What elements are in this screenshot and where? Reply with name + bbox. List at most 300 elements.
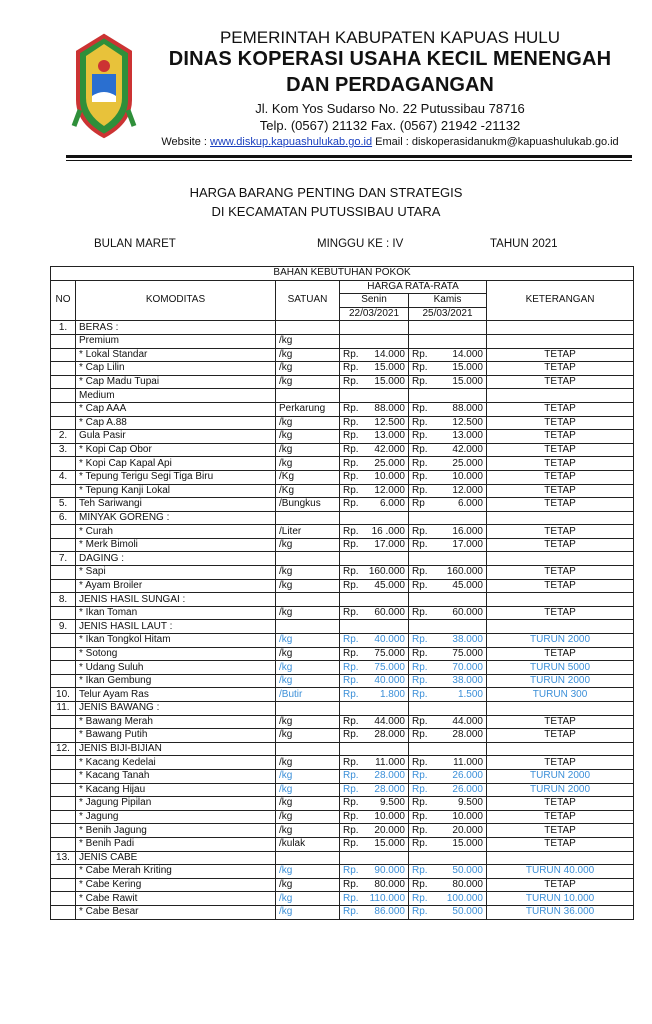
- header-date-1: 22/03/2021: [340, 307, 409, 321]
- price-monday: [340, 348, 409, 362]
- table-row: [51, 729, 634, 743]
- price-thursday: [409, 538, 487, 552]
- price-monday: [340, 647, 409, 661]
- price-value: 9.500: [457, 797, 483, 809]
- table-row: [51, 661, 634, 675]
- table-row: [51, 783, 634, 797]
- row-number: [51, 892, 76, 906]
- remark: TURUN 36.000: [487, 905, 634, 919]
- price-value: 44.000: [452, 715, 483, 727]
- commodity-name: * Ikan Gembung: [76, 674, 276, 688]
- unit: /kg: [276, 878, 340, 892]
- row-number: [51, 797, 76, 811]
- price-thursday: [409, 484, 487, 498]
- price-value: 40.000: [374, 675, 405, 687]
- commodity-name: Medium: [76, 389, 276, 403]
- remark: TURUN 10.000: [487, 892, 634, 906]
- price-thursday: [409, 620, 487, 634]
- table-row: [51, 416, 634, 430]
- currency-label: Rp.: [343, 484, 359, 496]
- row-number: [51, 579, 76, 593]
- price-thursday: [409, 742, 487, 756]
- price-value: 10.000: [452, 811, 483, 823]
- unit: /kg: [276, 769, 340, 783]
- price-thursday: [409, 511, 487, 525]
- table-row: [51, 851, 634, 865]
- row-number: [51, 824, 76, 838]
- unit: /Liter: [276, 525, 340, 539]
- row-number: [51, 416, 76, 430]
- unit: /kg: [276, 579, 340, 593]
- currency-label: Rp.: [412, 634, 428, 646]
- commodity-name: * Benih Padi: [76, 837, 276, 851]
- price-thursday: [409, 647, 487, 661]
- price-thursday: [409, 702, 487, 716]
- price-value: 13.000: [374, 430, 405, 442]
- currency-label: Rp.: [412, 865, 428, 877]
- currency-label: Rp.: [412, 729, 428, 741]
- currency-label: Rp.: [343, 783, 359, 795]
- remark: [487, 321, 634, 335]
- remark: TETAP: [487, 525, 634, 539]
- currency-label: Rp.: [412, 824, 428, 836]
- unit: [276, 851, 340, 865]
- commodity-name: JENIS HASIL LAUT :: [76, 620, 276, 634]
- unit: /kg: [276, 538, 340, 552]
- email-label: Email :: [375, 136, 409, 148]
- remark: [487, 593, 634, 607]
- price-value: 88.000: [374, 403, 405, 415]
- table-row: [51, 865, 634, 879]
- price-monday: [340, 443, 409, 457]
- price-monday: [340, 525, 409, 539]
- price-value: 75.000: [374, 647, 405, 659]
- row-number: [51, 634, 76, 648]
- commodity-name: * Kacang Tanah: [76, 769, 276, 783]
- price-monday: [340, 579, 409, 593]
- row-number: 2.: [51, 430, 76, 444]
- price-value: 38.000: [452, 675, 483, 687]
- commodity-name: * Udang Suluh: [76, 661, 276, 675]
- table-row: [51, 375, 634, 389]
- price-thursday: [409, 837, 487, 851]
- price-monday: [340, 851, 409, 865]
- website-label: Website :: [161, 136, 207, 148]
- unit: /kg: [276, 334, 340, 348]
- currency-label: Rp.: [412, 811, 428, 823]
- price-value: 12.000: [374, 484, 405, 496]
- row-number: 8.: [51, 593, 76, 607]
- currency-label: Rp.: [412, 756, 428, 768]
- row-number: [51, 525, 76, 539]
- table-body: [51, 321, 634, 919]
- commodity-name: * Cabe Kering: [76, 878, 276, 892]
- price-thursday: [409, 566, 487, 580]
- table-row: [51, 552, 634, 566]
- table-row: [51, 430, 634, 444]
- price-thursday: [409, 797, 487, 811]
- row-number: [51, 566, 76, 580]
- row-number: 1.: [51, 321, 76, 335]
- price-monday: [340, 593, 409, 607]
- price-value: 45.000: [452, 579, 483, 591]
- period-week: MINGGU KE : IV: [317, 238, 404, 250]
- unit: Perkarung: [276, 402, 340, 416]
- remark: [487, 620, 634, 634]
- table-row: [51, 715, 634, 729]
- currency-label: Rp.: [412, 403, 428, 415]
- price-monday: [340, 878, 409, 892]
- currency-label: Rp.: [412, 770, 428, 782]
- remark: TETAP: [487, 470, 634, 484]
- price-monday: [340, 538, 409, 552]
- price-monday: [340, 620, 409, 634]
- price-value: 17.000: [452, 539, 483, 551]
- currency-label: Rp.: [343, 634, 359, 646]
- price-monday: [340, 756, 409, 770]
- commodity-name: MINYAK GORENG :: [76, 511, 276, 525]
- currency-label: Rp.: [343, 838, 359, 850]
- unit: /kulak: [276, 837, 340, 851]
- remark: TURUN 300: [487, 688, 634, 702]
- price-value: 15.000: [374, 838, 405, 850]
- currency-label: Rp.: [343, 675, 359, 687]
- commodity-name: * Cap A.88: [76, 416, 276, 430]
- price-monday: [340, 334, 409, 348]
- currency-label: Rp.: [412, 838, 428, 850]
- remark: TETAP: [487, 430, 634, 444]
- period-year: TAHUN 2021: [490, 238, 558, 250]
- table-row: [51, 538, 634, 552]
- price-value: 80.000: [374, 879, 405, 891]
- price-thursday: [409, 783, 487, 797]
- remark: TETAP: [487, 566, 634, 580]
- unit: /kg: [276, 362, 340, 376]
- remark: TETAP: [487, 810, 634, 824]
- currency-label: Rp.: [343, 457, 359, 469]
- currency-label: Rp.: [343, 770, 359, 782]
- unit: /Kg: [276, 470, 340, 484]
- price-value: 11.000: [375, 756, 405, 768]
- price-monday: [340, 892, 409, 906]
- price-monday: [340, 566, 409, 580]
- price-monday: [340, 905, 409, 919]
- table-row: [51, 634, 634, 648]
- table-row: [51, 756, 634, 770]
- price-value: 15.000: [452, 362, 483, 374]
- price-value: 90.000: [374, 865, 405, 877]
- table-row: [51, 892, 634, 906]
- price-value: 44.000: [374, 715, 405, 727]
- currency-label: Rp.: [343, 471, 359, 483]
- commodity-name: * Sotong: [76, 647, 276, 661]
- price-value: 160.000: [368, 566, 405, 578]
- price-value: 10.000: [374, 811, 405, 823]
- table-row: [51, 511, 634, 525]
- price-thursday: [409, 498, 487, 512]
- commodity-name: * Cabe Rawit: [76, 892, 276, 906]
- price-value: 38.000: [452, 634, 483, 646]
- header-harga: HARGA RATA-RATA: [340, 280, 487, 294]
- unit: /kg: [276, 647, 340, 661]
- price-value: 26.000: [452, 770, 483, 782]
- table-row: [51, 837, 634, 851]
- remark: TURUN 5000: [487, 661, 634, 675]
- row-number: [51, 865, 76, 879]
- currency-label: Rp.: [412, 457, 428, 469]
- commodity-name: Premium: [76, 334, 276, 348]
- remark: [487, 851, 634, 865]
- price-thursday: [409, 688, 487, 702]
- commodity-name: JENIS BIJI-BIJIAN: [76, 742, 276, 756]
- row-number: [51, 674, 76, 688]
- unit: /kg: [276, 810, 340, 824]
- currency-label: Rp.: [343, 715, 359, 727]
- price-monday: [340, 824, 409, 838]
- currency-label: Rp.: [343, 906, 359, 918]
- remark: TETAP: [487, 715, 634, 729]
- price-value: 15.000: [374, 376, 405, 388]
- commodity-name: * Kacang Hijau: [76, 783, 276, 797]
- price-value: 28.000: [374, 783, 405, 795]
- table-row: [51, 647, 634, 661]
- website-link[interactable]: www.diskup.kapuashulukab.go.id: [210, 136, 373, 148]
- price-thursday: [409, 470, 487, 484]
- unit: [276, 552, 340, 566]
- unit: /kg: [276, 905, 340, 919]
- commodity-name: DAGING :: [76, 552, 276, 566]
- remark: TETAP: [487, 579, 634, 593]
- price-monday: [340, 511, 409, 525]
- row-number: [51, 783, 76, 797]
- remark: TURUN 2000: [487, 783, 634, 797]
- currency-label: Rp.: [412, 715, 428, 727]
- table-row: [51, 688, 634, 702]
- unit: /kg: [276, 634, 340, 648]
- remark: TETAP: [487, 375, 634, 389]
- unit: [276, 389, 340, 403]
- header-no: NO: [51, 280, 76, 321]
- price-thursday: [409, 810, 487, 824]
- row-number: [51, 837, 76, 851]
- letterhead-agency-cont: DAN PERDAGANGAN: [286, 74, 494, 96]
- table-row: [51, 334, 634, 348]
- unit: [276, 702, 340, 716]
- commodity-name: * Tepung Kanji Lokal: [76, 484, 276, 498]
- remark: TETAP: [487, 416, 634, 430]
- row-number: [51, 457, 76, 471]
- currency-label: Rp.: [343, 729, 359, 741]
- row-number: 4.: [51, 470, 76, 484]
- unit: /kg: [276, 729, 340, 743]
- price-monday: [340, 715, 409, 729]
- unit: /kg: [276, 797, 340, 811]
- price-monday: [340, 797, 409, 811]
- price-value: 16.000: [452, 525, 483, 537]
- currency-label: Rp.: [412, 797, 428, 809]
- row-number: [51, 810, 76, 824]
- commodity-name: * Cap Lilin: [76, 362, 276, 376]
- remark: TETAP: [487, 647, 634, 661]
- price-thursday: [409, 443, 487, 457]
- currency-label: Rp.: [343, 811, 359, 823]
- currency-label: Rp.: [343, 879, 359, 891]
- remark: [487, 702, 634, 716]
- price-value: 6.000: [379, 498, 405, 510]
- commodity-name: * Tepung Terigu Segi Tiga Biru: [76, 470, 276, 484]
- commodity-name: * Bawang Putih: [76, 729, 276, 743]
- unit: /Bungkus: [276, 498, 340, 512]
- table-row: [51, 606, 634, 620]
- table-row: [51, 824, 634, 838]
- remark: TETAP: [487, 837, 634, 851]
- unit: /kg: [276, 756, 340, 770]
- price-monday: [340, 674, 409, 688]
- row-number: 11.: [51, 702, 76, 716]
- price-value: 80.000: [452, 879, 483, 891]
- price-thursday: [409, 824, 487, 838]
- price-thursday: [409, 362, 487, 376]
- price-thursday: [409, 634, 487, 648]
- remark: TURUN 2000: [487, 634, 634, 648]
- row-number: [51, 715, 76, 729]
- commodity-name: Gula Pasir: [76, 430, 276, 444]
- price-thursday: [409, 593, 487, 607]
- price-thursday: [409, 552, 487, 566]
- currency-label: Rp.: [412, 566, 428, 578]
- currency-label: Rp.: [343, 362, 359, 374]
- remark: TETAP: [487, 402, 634, 416]
- row-number: [51, 348, 76, 362]
- row-number: 5.: [51, 498, 76, 512]
- commodity-name: * Curah: [76, 525, 276, 539]
- price-monday: [340, 416, 409, 430]
- price-value: 25.000: [452, 457, 483, 469]
- table-row: [51, 674, 634, 688]
- currency-label: Rp.: [343, 579, 359, 591]
- commodity-name: Teh Sariwangi: [76, 498, 276, 512]
- price-monday: [340, 362, 409, 376]
- price-value: 40.000: [374, 634, 405, 646]
- table-row: [51, 810, 634, 824]
- table-row: [51, 443, 634, 457]
- price-value: 70.000: [452, 661, 483, 673]
- price-thursday: [409, 661, 487, 675]
- table-row: [51, 498, 634, 512]
- row-number: 13.: [51, 851, 76, 865]
- row-number: [51, 606, 76, 620]
- table-row: [51, 402, 634, 416]
- price-monday: [340, 729, 409, 743]
- letterhead-divider-thick: [66, 155, 632, 158]
- table-caption: BAHAN KEBUTUHAN POKOK: [51, 267, 634, 281]
- price-monday: [340, 837, 409, 851]
- price-value: 50.000: [452, 906, 483, 918]
- unit: /Butir: [276, 688, 340, 702]
- document-title: HARGA BARANG PENTING DAN STRATEGIS: [189, 185, 463, 200]
- price-monday: [340, 783, 409, 797]
- price-value: 15.000: [452, 838, 483, 850]
- commodity-name: BERAS :: [76, 321, 276, 335]
- price-thursday: [409, 348, 487, 362]
- price-thursday: [409, 416, 487, 430]
- price-thursday: [409, 729, 487, 743]
- table-row: [51, 905, 634, 919]
- price-monday: [340, 498, 409, 512]
- row-number: [51, 661, 76, 675]
- table-row: [51, 484, 634, 498]
- row-number: [51, 905, 76, 919]
- remark: TETAP: [487, 824, 634, 838]
- row-number: [51, 389, 76, 403]
- letterhead-government: PEMERINTAH KABUPATEN KAPUAS HULU: [219, 28, 561, 47]
- row-number: [51, 334, 76, 348]
- currency-label: Rp.: [343, 525, 359, 537]
- price-value: 75.000: [374, 661, 405, 673]
- remark: TETAP: [487, 348, 634, 362]
- price-value: 28.000: [452, 729, 483, 741]
- row-number: 12.: [51, 742, 76, 756]
- unit: [276, 321, 340, 335]
- price-value: 75.000: [452, 647, 483, 659]
- currency-label: Rp.: [412, 892, 428, 904]
- commodity-name: * Lokal Standar: [76, 348, 276, 362]
- currency-label: Rp.: [412, 688, 428, 700]
- document-subtitle: DI KECAMATAN PUTUSSIBAU UTARA: [211, 204, 441, 219]
- price-value: 1.500: [457, 688, 483, 700]
- header-keterangan: KETERANGAN: [487, 280, 634, 321]
- remark: [487, 334, 634, 348]
- row-number: [51, 402, 76, 416]
- price-value: 11.000: [453, 756, 483, 768]
- currency-label: Rp.: [412, 471, 428, 483]
- row-number: [51, 375, 76, 389]
- price-monday: [340, 865, 409, 879]
- currency-label: Rp: [412, 498, 425, 510]
- header-date-2: 25/03/2021: [409, 307, 487, 321]
- period-month: BULAN MARET: [94, 238, 176, 250]
- price-thursday: [409, 321, 487, 335]
- unit: /kg: [276, 783, 340, 797]
- table-row: [51, 525, 634, 539]
- table-row: [51, 348, 634, 362]
- price-value: 13.000: [452, 430, 483, 442]
- price-monday: [340, 769, 409, 783]
- price-value: 20.000: [374, 824, 405, 836]
- currency-label: Rp.: [343, 865, 359, 877]
- currency-label: Rp.: [343, 416, 359, 428]
- unit: /kg: [276, 457, 340, 471]
- price-value: 16 .000: [371, 525, 405, 537]
- price-thursday: [409, 375, 487, 389]
- header-komoditas: KOMODITAS: [76, 280, 276, 321]
- currency-label: Rp.: [412, 539, 428, 551]
- unit: /kg: [276, 416, 340, 430]
- price-thursday: [409, 756, 487, 770]
- commodity-name: * Ikan Toman: [76, 606, 276, 620]
- price-monday: [340, 661, 409, 675]
- price-value: 42.000: [452, 444, 483, 456]
- unit: /kg: [276, 566, 340, 580]
- table-row: [51, 362, 634, 376]
- price-value: 60.000: [374, 607, 405, 619]
- price-value: 14.000: [452, 348, 483, 360]
- remark: [487, 742, 634, 756]
- currency-label: Rp.: [343, 444, 359, 456]
- currency-label: Rp.: [412, 783, 428, 795]
- remark: [487, 511, 634, 525]
- currency-label: Rp.: [412, 444, 428, 456]
